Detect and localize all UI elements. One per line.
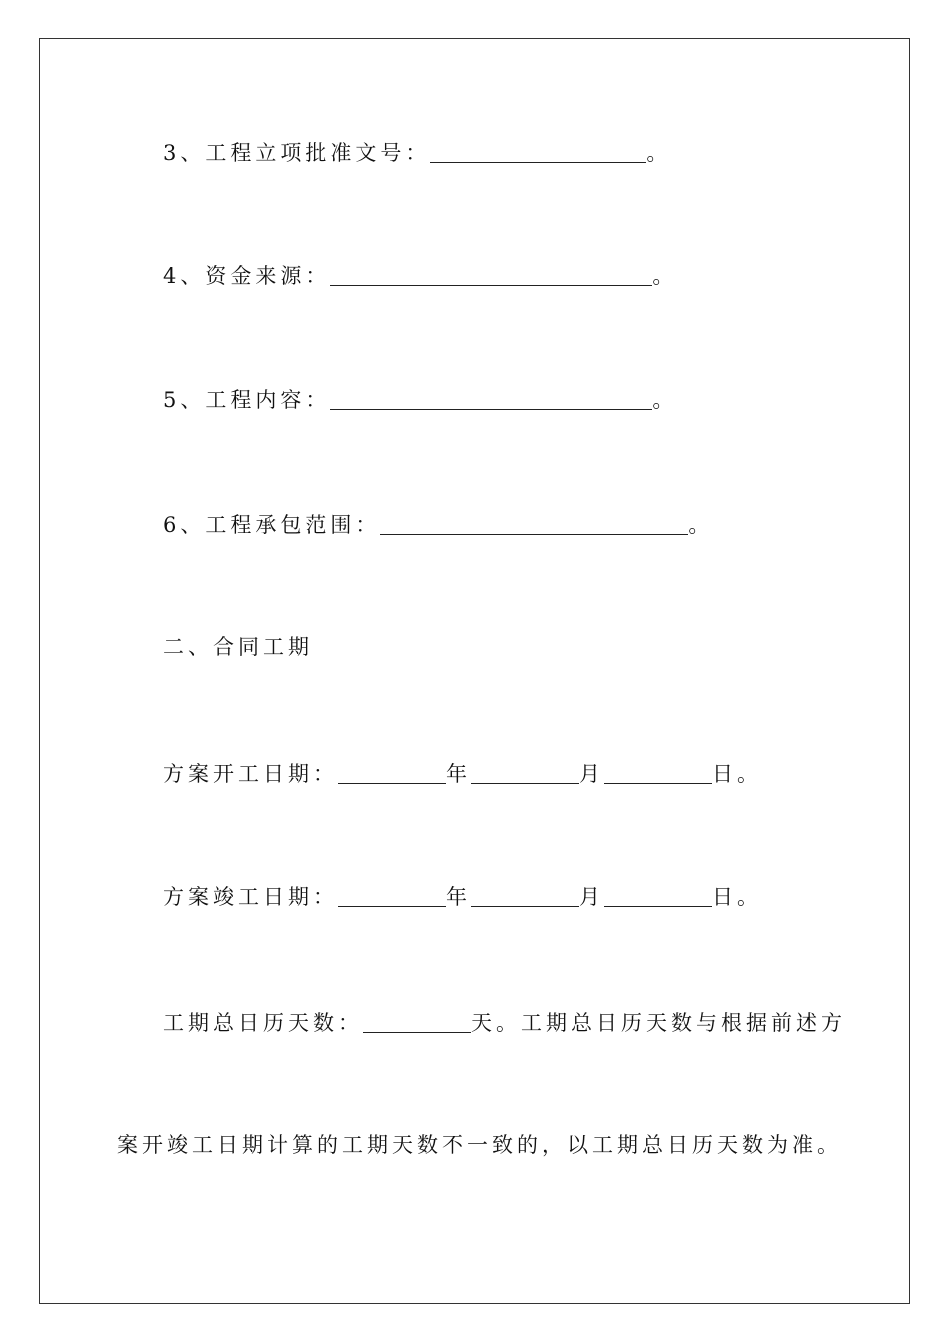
total-days-text: 天。工期总日历天数与根据前述方 <box>471 1011 846 1035</box>
end-date-label: 方案竣工日期： <box>163 885 338 909</box>
page-border <box>39 38 910 1304</box>
total-days-label: 工期总日历天数： <box>163 1011 363 1035</box>
start-month-unit: 月 <box>579 762 604 786</box>
item-5-blank[interactable] <box>330 389 652 410</box>
total-days-continuation: 案开竣工日期计算的工期天数不一致的，以工期总日历天数为准。 <box>117 1133 842 1157</box>
item-4-blank[interactable] <box>330 265 652 286</box>
total-calendar-days <box>163 1012 846 1034</box>
start-day-unit: 日。 <box>712 762 762 786</box>
item-6-blank[interactable] <box>380 514 688 535</box>
start-year-unit: 年 <box>446 762 471 786</box>
item-3-label: 3、工程立项批准文号： <box>163 141 431 165</box>
item-5-end: 。 <box>652 388 678 412</box>
item-3-approval-number <box>163 142 671 164</box>
item-5-project-content <box>163 389 677 411</box>
item-4-end: 。 <box>652 264 678 288</box>
total-days-blank[interactable] <box>363 1012 471 1033</box>
end-month-blank[interactable] <box>471 886 579 907</box>
end-year-unit: 年 <box>446 885 471 909</box>
start-date-label: 方案开工日期： <box>163 762 338 786</box>
item-6-end: 。 <box>688 513 714 537</box>
start-month-blank[interactable] <box>471 763 579 784</box>
item-5-label: 5、工程内容： <box>163 388 331 412</box>
end-day-blank[interactable] <box>604 886 712 907</box>
item-4-label: 4、资金来源： <box>163 264 331 288</box>
planned-start-date <box>163 763 762 785</box>
end-year-blank[interactable] <box>338 886 446 907</box>
item-4-funding-source <box>163 265 677 287</box>
end-month-unit: 月 <box>579 885 604 909</box>
section-2-heading: 二、合同工期 <box>163 635 313 659</box>
start-day-blank[interactable] <box>604 763 712 784</box>
item-6-label: 6、工程承包范围： <box>163 513 381 537</box>
start-year-blank[interactable] <box>338 763 446 784</box>
planned-completion-date <box>163 886 762 908</box>
item-3-end: 。 <box>646 141 672 165</box>
item-3-blank[interactable] <box>430 142 646 163</box>
item-6-contract-scope <box>163 514 713 536</box>
end-day-unit: 日。 <box>712 885 762 909</box>
